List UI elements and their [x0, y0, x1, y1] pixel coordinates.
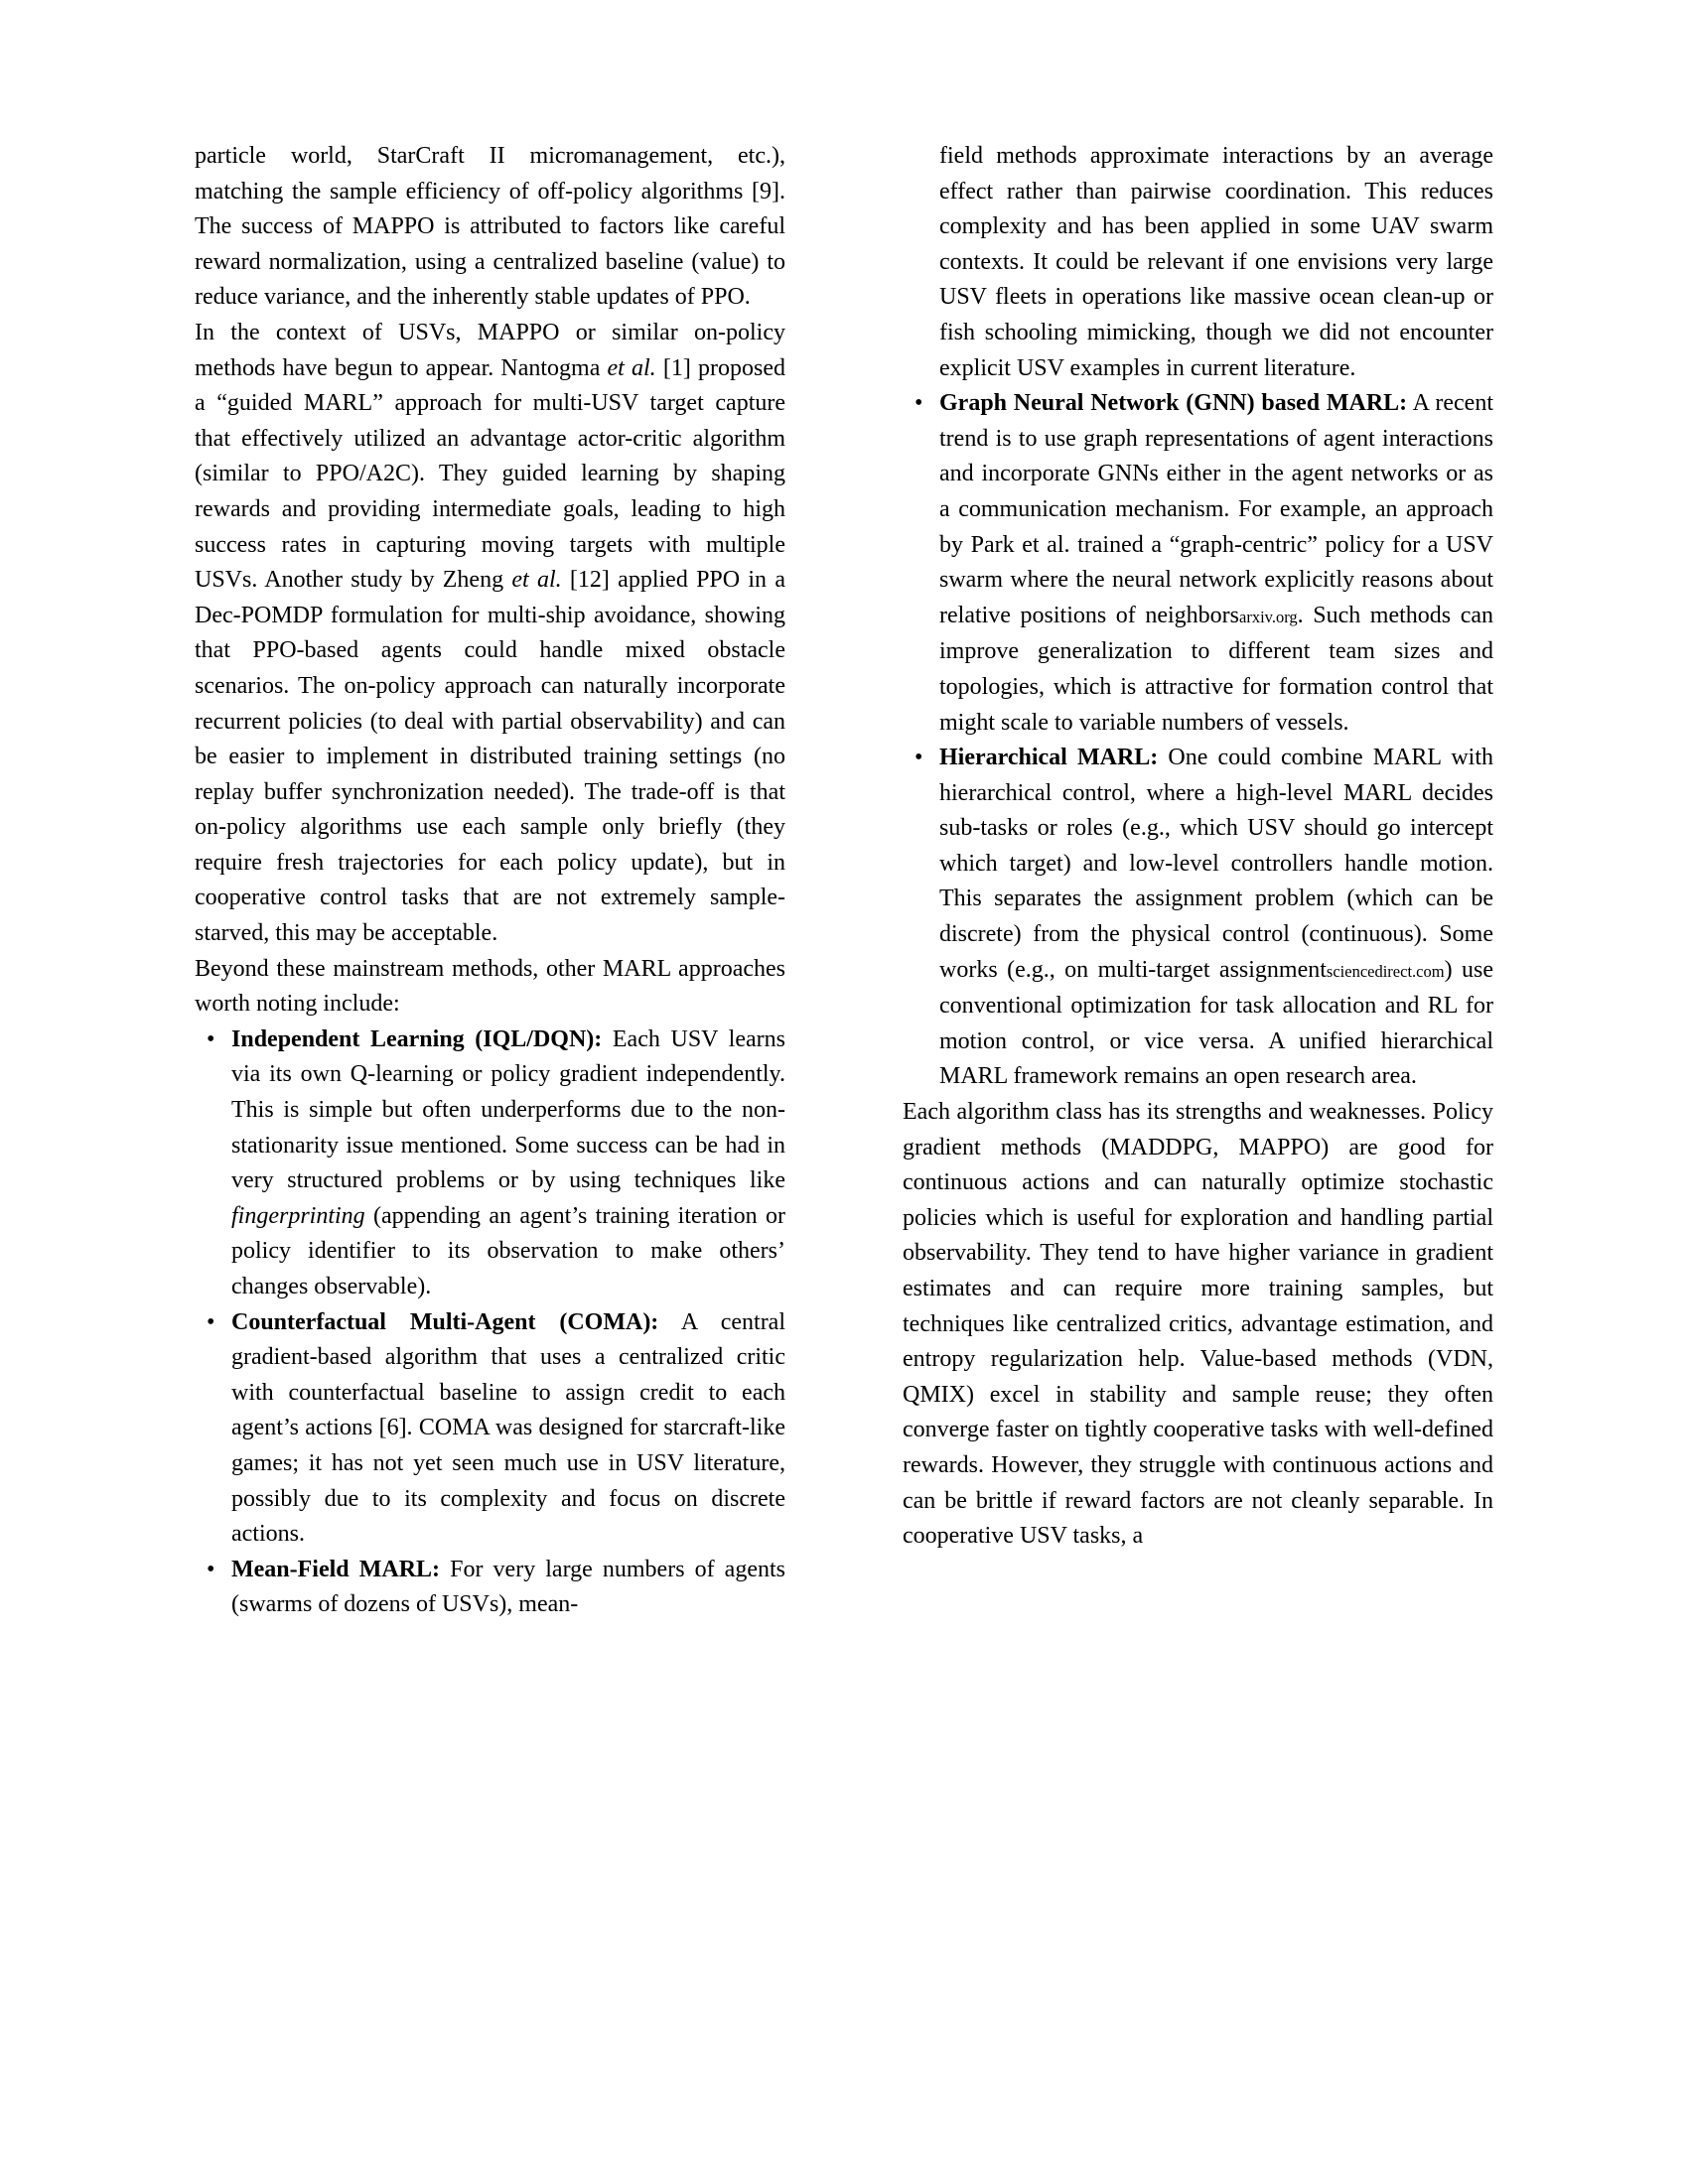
bullet-marker: • — [914, 745, 923, 771]
text-run: Independent Learning (IQL/DQN): — [231, 1025, 603, 1052]
bullet-marker: • — [207, 1556, 215, 1582]
bullet-item — [195, 1023, 785, 1305]
text-run: sciencedirect.com — [1326, 961, 1445, 981]
bullet-item — [195, 1553, 785, 1623]
paragraph — [195, 316, 785, 952]
text-run: A central gradient-based algorithm that uses a centralized critic with counterfactual baseline to assign credit to each agent’s actions [6]. COMA was designed for starcraft-like games; it has not yet seen much use in USV literature, possibly due to its complexity and focus on discrete actions. — [231, 1308, 785, 1548]
text-run: For very large numbers of agents (swarms of dozens of USVs), mean- — [231, 1556, 785, 1618]
text-run: Hierarchical MARL: — [939, 745, 1159, 771]
text-run: et al. — [607, 354, 656, 381]
text-run: . Such methods can improve generalization to different team sizes and topologies, which is attractive for formation control that might scale to variable numbers of vessels. — [939, 602, 1493, 736]
text-run: Beyond these mainstream methods, other MARL approaches worth noting include: — [195, 955, 785, 1018]
text-run: Each algorithm class has its strengths and weaknesses. Policy gradient methods (MADDPG, MAPPO) are good for continuous actions and can naturally optimize stochastic policies which is useful for exploration and handling partial observability. They tend to have higher variance in gradient estimates and can require more training samples, but techniques like centralized critics, advantage estimation, and entropy regularization help. Value-based methods (VDN, QMIX) excel in stability and sample reuse; they often converge faster on tightly cooperative tasks with well-defined rewards. However, they struggle with continuous actions and can be brittle if reward factors are not cleanly separable. In cooperative USV tasks, a — [903, 1099, 1493, 1550]
text-run: Graph Neural Network (GNN) based MARL: — [939, 390, 1408, 417]
text-run: particle world, StarCraft II micromanagement, etc.), matching the sample efficiency of off-policy algorithms [9]. The success of MAPPO is attributed to factors like careful reward normalization, using a centralized baseline (value) to reduce variance, and the inherently stable updates of PPO. — [195, 143, 785, 311]
text-run: et al. — [511, 567, 562, 594]
paragraph — [195, 952, 785, 1023]
paragraph — [195, 139, 785, 316]
paragraph — [903, 1095, 1493, 1555]
text-run: [1] proposed a “guided MARL” approach for multi-USV target capture that effectively utilized an advantage actor-critic algorithm (similar to PPO/A2C). They guided learning by shaping rewards and providing intermediate goals, leading to high success rates in capturing moving targets with multiple USVs. Another study by Zheng — [195, 354, 785, 594]
paper-page — [195, 139, 1493, 1623]
text-run: [12] applied PPO in a Dec-POMDP formulation for multi-ship avoidance, showing that PPO-based agents could handle mixed obstacle scenarios. The on-policy approach can naturally incorporate recurrent policies (to deal with partial observability) and can be easier to implement in distributed training settings (no replay buffer synchronization needed). The trade-off is that on-policy algorithms use each sample only briefly (they require fresh trajectories for each policy update), but in cooperative control tasks that are not extremely sample-starved, this may be acceptable. — [195, 567, 785, 947]
left-column — [195, 139, 785, 1623]
bullet-marker: • — [207, 1308, 215, 1335]
bullet-item — [903, 386, 1493, 741]
text-run: Each USV learns via its own Q-learning or policy gradient independently. This is simple but often underperforms due to the non-stationarity issue mentioned. Some success can be had in very structured problems or by using techniques like — [231, 1025, 785, 1194]
text-run: One could combine MARL with hierarchical control, where a high-level MARL decides sub-tasks or roles (e.g., which USV should go intercept which target) and low-level controllers handle motion. This separates the assignment problem (which can be discrete) from the physical control (continuous). Some works (e.g., on multi-target assignment — [939, 745, 1493, 983]
text-run: (appending an agent’s training iteration or policy identifier to its observation to make others’ changes observable). — [231, 1202, 785, 1299]
bullet-item — [903, 741, 1493, 1095]
bullet-item — [195, 1305, 785, 1553]
bullet-marker: • — [914, 390, 923, 417]
text-run: fingerprinting — [231, 1202, 365, 1229]
text-run: field methods approximate interactions by an average effect rather than pairwise coordination. This reduces complexity and has been applied in some UAV swarm contexts. It could be relevant if one envisions very large USV fleets in operations like massive ocean clean-up or fish schooling mimicking, though we did not encounter explicit USV examples in current literature. — [939, 143, 1493, 381]
text-run: ) use conventional optimization for task allocation and RL for motion control, or vice versa. A unified hierarchical MARL framework remains an open research area. — [939, 956, 1493, 1090]
paragraph — [903, 139, 1493, 386]
text-run: In the context of USVs, MAPPO or similar on-policy methods have begun to appear. Nantogma — [195, 319, 785, 381]
right-column — [903, 139, 1493, 1623]
text-run: Mean-Field MARL: — [231, 1556, 441, 1582]
text-run: Counterfactual Multi-Agent (COMA): — [231, 1308, 659, 1335]
text-run: arxiv.org — [1239, 607, 1298, 626]
text-run: A recent trend is to use graph representations of agent interactions and incorporate GNNs either in the agent networks or as a communication mechanism. For example, an approach by Park et al. trained a “graph-centric” policy for a USV swarm where the neural network explicitly reasons about relative positions of neighbors — [939, 390, 1493, 628]
bullet-marker: • — [207, 1025, 215, 1052]
